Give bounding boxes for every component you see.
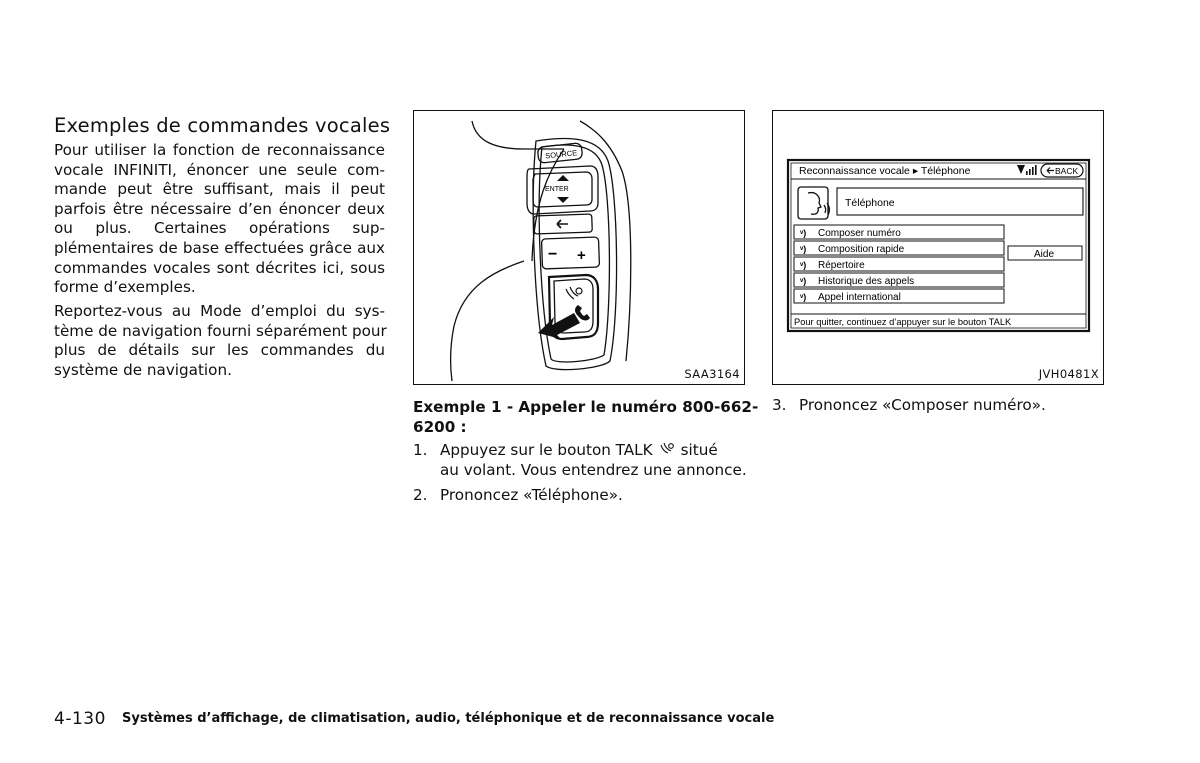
screen-menu-label: Composition rapide <box>818 244 905 255</box>
plus-label: + <box>577 247 586 264</box>
example-title-line: 6200 : <box>413 417 467 436</box>
text-line: plus de détails sur les commandes du <box>54 341 385 360</box>
source-button-label: SOURCE <box>544 148 578 161</box>
step-text: au volant. Vous entendrez une annonce. <box>440 460 747 479</box>
text-line: tème de navigation fourni séparément pour <box>54 321 387 340</box>
screen-menu <box>794 225 1004 303</box>
voice-screen-figure <box>772 110 1104 385</box>
step-number: 3. <box>772 396 787 414</box>
step-text: Appuyez sur le bouton TALK <box>440 441 653 459</box>
step-3 <box>772 396 1046 416</box>
minus-label: − <box>548 246 558 263</box>
screen-back-label: BACK <box>1055 166 1079 176</box>
page-number: 4-130 <box>54 709 106 729</box>
text-line: commandes vocales sont décrites ici, sous <box>54 258 385 277</box>
voice-icon: ᵛ) <box>800 228 807 238</box>
step-1 <box>413 441 747 480</box>
phone-icon <box>575 305 590 320</box>
talk-icon <box>566 287 582 299</box>
footer-title: Systèmes d’affichage, de climatisation, audio, téléphonique et de reconnaissance vocale <box>122 711 775 726</box>
text-line: Pour utiliser la fonction de reconnaissance <box>54 141 385 159</box>
step-number: 1. <box>413 441 428 459</box>
talk-icon <box>653 441 681 461</box>
voice-icon: ᵛ) <box>800 276 807 286</box>
screen-menu-label: Historique des appels <box>818 276 915 287</box>
figure-code: JVH0481X <box>1038 367 1099 381</box>
voice-screen-illustration <box>773 111 1102 383</box>
text-line: Reportez-vous au Mode d’emploi du sys- <box>54 302 385 320</box>
screen-menu-label: Composer numéro <box>818 228 901 239</box>
section-heading: Exemples de commandes vocales <box>54 114 391 137</box>
screen-menu-label: Répertoire <box>818 260 865 271</box>
voice-icon: ᵛ) <box>800 244 807 254</box>
intro-paragraph <box>54 141 385 298</box>
step-text: situé <box>680 441 718 459</box>
step-number: 2. <box>413 486 428 504</box>
step-text: Prononcez «Composer numéro». <box>799 396 1046 414</box>
screen-breadcrumb: Reconnaissance vocale ▸ Téléphone <box>799 165 971 177</box>
text-line: mande peut être suffisant, mais il peut <box>54 180 385 199</box>
figure-code: SAA3164 <box>684 367 740 381</box>
screen-aide-label: Aide <box>1034 249 1055 260</box>
text-line: ou plus. Certaines opérations sup- <box>54 219 385 238</box>
screen-footer-text: Pour quitter, continuez d’appuyer sur le bouton TALK <box>794 317 1012 327</box>
example-title <box>413 398 758 437</box>
text-line: vocale INFINITI, énoncer une seule com- <box>54 160 385 179</box>
text-line: parfois être nécessaire d’en énoncer deux <box>54 199 385 218</box>
text-line: système de navigation. <box>54 360 232 379</box>
screen-command-text: Téléphone <box>845 197 895 209</box>
step-text: Prononcez «Téléphone». <box>440 486 623 504</box>
text-line: plémentaires de base effectuées grâce aux <box>54 238 385 257</box>
steering-switch-illustration <box>414 111 743 383</box>
example-title-line: Exemple 1 - Appeler le numéro 800-662- <box>413 398 759 416</box>
voice-icon: ᵛ) <box>800 292 807 302</box>
voice-icon: ᵛ) <box>800 260 807 270</box>
text-line: forme d’exemples. <box>54 278 196 297</box>
screen-menu-label: Appel international <box>818 292 901 303</box>
back-icon <box>557 220 568 228</box>
step-2 <box>413 486 623 506</box>
steering-switch-figure <box>413 110 745 385</box>
reference-paragraph <box>54 302 385 380</box>
enter-button-label: ENTER <box>545 186 569 193</box>
